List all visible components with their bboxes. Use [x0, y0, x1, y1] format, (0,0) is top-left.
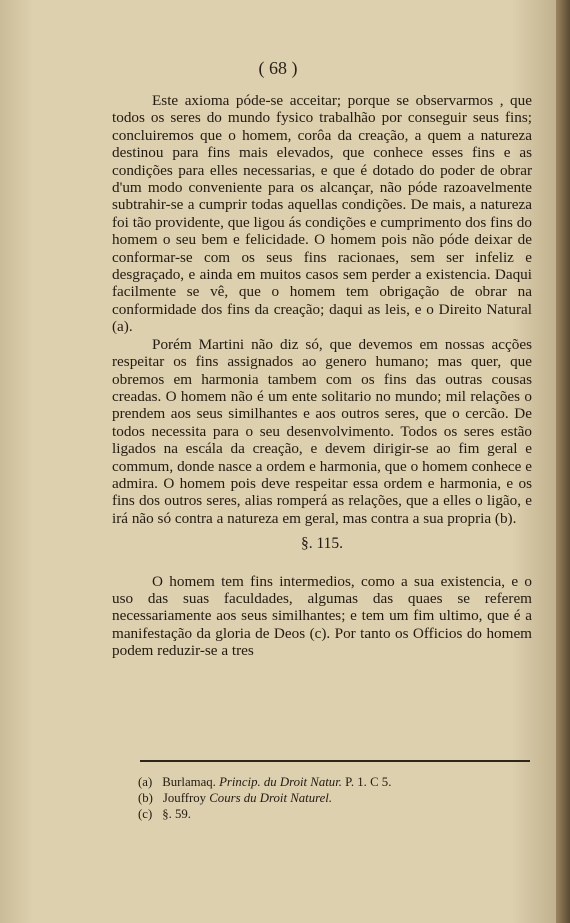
footnote-divider — [140, 760, 530, 762]
footnote — [138, 790, 518, 806]
body-text — [112, 92, 532, 660]
footnote-ref: P. 1. C 5. — [345, 775, 392, 789]
page-number: ( 68 ) — [258, 58, 298, 78]
footnote-author: Burlamaq. — [162, 775, 216, 789]
footnotes — [138, 774, 518, 822]
paragraph: Porém Martini não diz só, que devemos em nossas acções respeitar os fins assignados ao genero humano; mas quer, que obremos em harmonia tambem com os fins das outras cousas creadas. O homem não é um ente solitario no mundo; mil relações o prendem aos seus similhantes e aos outros seres, que o cercão. De todos necessita para o seu desenvolvimento. Todos os seres estão ligados na escála da creação, e devem dirigir-se ao fim geral e commum, donde nasce a ordem e harmonia, que o homem conhece e admira. O homem pois deve respeitar essa ordem e harmonia, e os fins dos outros seres, alias romperá as relações, que a elles o ligão, e irá não só contra a natureza em geral, mas contra a sua propria (b). — [112, 335, 532, 527]
footnote-work: Princip. du Droit Natur. — [219, 775, 342, 789]
footnote-author: §. 59. — [162, 807, 191, 821]
footnote — [138, 806, 518, 822]
footnote — [138, 774, 518, 790]
footnote-mark: (b) — [138, 791, 153, 805]
section-heading: §. 115. — [300, 535, 344, 553]
paragraph: Este axioma póde-se acceitar; porque se observarmos , que todos os seres do mundo fysico trabalhão por conseguir seus fins; concluiremos que o homem, corôa da creação, a quem a natureza destinou para fins mais elevados, que conhece esses fins e as condições para elles necessarias, e que é dotado do poder de obrar d'um modo conveniente para os alcançar, não póde razoavelmente subtrahir-se a cumprir todas aquellas condições. De mais, a natureza foi tão providente, que ligou ás condições e cumprimento dos fins do homem o seu bem e felicidade. O homem pois não póde deixar de conformar-se com os seus fins racionaes, sem ser infeliz e desgraçado, e ainda em muitos casos sem perder a existencia. Daqui facilmente se vê, que o homem tem obrigação de obrar na conformidade dos fins da creação; daqui as leis, e o Direito Natural (a). — [112, 92, 532, 336]
paragraph: O homem tem fins intermedios, como a sua existencia, e o uso das suas faculdades, algumas das quaes se referem necessariamente aos seus similhantes; e tem um fim ultimo, que é a manifestação da gloria de Deos (c). Por tanto os Officios do homem podem reduzir-se a tres — [112, 572, 532, 660]
page-edge — [556, 0, 570, 923]
footnote-work: Cours du Droit Naturel. — [209, 791, 333, 805]
footnote-mark: (c) — [138, 807, 153, 821]
footnote-mark: (a) — [138, 775, 153, 789]
footnote-author: Jouffroy — [162, 791, 207, 805]
